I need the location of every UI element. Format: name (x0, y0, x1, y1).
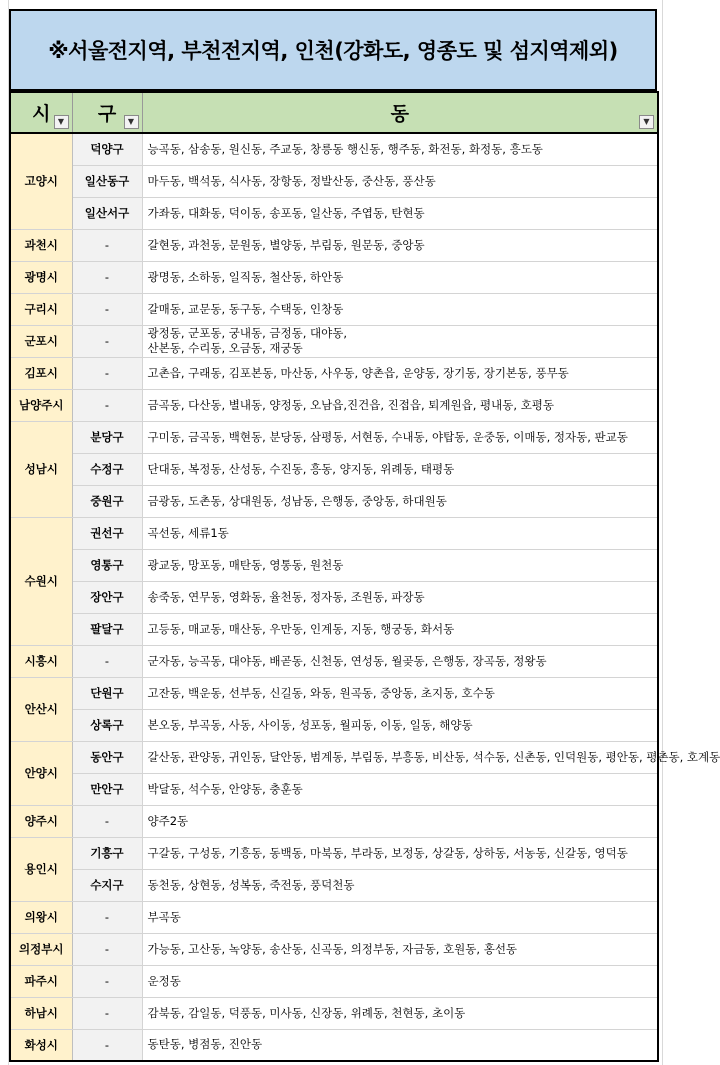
cell-dong[interactable]: 운정동 (142, 965, 658, 997)
filter-dropdown-icon[interactable]: ▼ (124, 115, 139, 129)
table-row (10, 261, 658, 293)
table-row (10, 421, 658, 453)
filter-dropdown-icon[interactable]: ▼ (54, 115, 69, 129)
table-row (10, 549, 658, 581)
cell-gu[interactable]: 일산서구 (72, 197, 142, 229)
table-row (10, 165, 658, 197)
cell-gu[interactable]: 동안구 (72, 741, 142, 773)
table-row (10, 197, 658, 229)
cell-si[interactable]: 수원시 (10, 517, 72, 645)
table-row (10, 997, 658, 1029)
cell-gu[interactable]: - (72, 325, 142, 357)
cell-dong[interactable]: 갈산동, 관양동, 귀인동, 달안동, 범계동, 부림동, 부흥동, 비산동, 석수동, 신촌동, 인덕원동, 평안동, 평촌동, 호계동 (142, 741, 658, 773)
cell-gu[interactable]: - (72, 357, 142, 389)
header-row (10, 92, 658, 133)
cell-si[interactable]: 하남시 (10, 997, 72, 1029)
cell-dong[interactable]: 금곡동, 다산동, 별내동, 양정동, 오남읍,진건읍, 진접읍, 퇴계원읍, 평내동, 호평동 (142, 389, 658, 421)
cell-dong[interactable]: 구미동, 금곡동, 백현동, 분당동, 삼평동, 서현동, 수내동, 야탑동, 운중동, 이매동, 정자동, 판교동 (142, 421, 658, 453)
cell-dong[interactable]: 구갈동, 구성동, 기흥동, 동백동, 마북동, 부라동, 보정동, 상갈동, 상하동, 서농동, 신갈동, 영덕동 (142, 837, 658, 869)
cell-gu[interactable]: 영통구 (72, 549, 142, 581)
cell-gu[interactable]: - (72, 901, 142, 933)
cell-dong[interactable]: 광정동, 군포동, 궁내동, 금정동, 대야동, 산본동, 수리동, 오금동, 재궁동 (142, 325, 658, 357)
cell-dong[interactable]: 고촌읍, 구래동, 김포본동, 마산동, 사우동, 양촌읍, 운양동, 장기동, 장기본동, 풍무동 (142, 357, 658, 389)
cell-si[interactable]: 안산시 (10, 677, 72, 741)
cell-gu[interactable]: 수지구 (72, 869, 142, 901)
cell-dong[interactable]: 가능동, 고산동, 녹양동, 송산동, 신곡동, 의정부동, 자금동, 호원동, 홍선동 (142, 933, 658, 965)
table-row (10, 357, 658, 389)
cell-dong[interactable]: 박달동, 석수동, 안양동, 충훈동 (142, 773, 658, 805)
cell-si[interactable]: 성남시 (10, 421, 72, 517)
cell-gu[interactable]: 분당구 (72, 421, 142, 453)
cell-gu[interactable]: - (72, 645, 142, 677)
table-row (10, 869, 658, 901)
cell-dong[interactable]: 갈매동, 교문동, 동구동, 수택동, 인창동 (142, 293, 658, 325)
cell-si[interactable]: 남양주시 (10, 389, 72, 421)
cell-dong[interactable]: 광명동, 소하동, 일직동, 철산동, 하안동 (142, 261, 658, 293)
filter-dropdown-icon[interactable]: ▼ (639, 115, 654, 129)
cell-dong[interactable]: 고등동, 매교동, 매산동, 우만동, 인계동, 지동, 행궁동, 화서동 (142, 613, 658, 645)
header-si: 시 ▼ (10, 92, 72, 133)
cell-si[interactable]: 용인시 (10, 837, 72, 901)
region-table (9, 91, 720, 1062)
cell-gu[interactable]: - (72, 805, 142, 837)
cell-si[interactable]: 김포시 (10, 357, 72, 389)
cell-dong[interactable]: 가좌동, 대화동, 덕이동, 송포동, 일산동, 주엽동, 탄현동 (142, 197, 658, 229)
cell-dong[interactable]: 감북동, 감일동, 덕풍동, 미사동, 신장동, 위례동, 천현동, 초이동 (142, 997, 658, 1029)
cell-dong[interactable]: 양주2동 (142, 805, 658, 837)
cell-gu[interactable]: - (72, 389, 142, 421)
table-row (10, 581, 658, 613)
cell-dong[interactable]: 광교동, 망포동, 매탄동, 영통동, 원천동 (142, 549, 658, 581)
cell-gu[interactable]: 일산동구 (72, 165, 142, 197)
cell-dong[interactable]: 고잔동, 백운동, 선부동, 신길동, 와동, 원곡동, 중앙동, 초지동, 호수동 (142, 677, 658, 709)
cell-dong[interactable]: 동천동, 상현동, 성복동, 죽전동, 풍덕천동 (142, 869, 658, 901)
table-row (10, 293, 658, 325)
cell-gu[interactable]: 기흥구 (72, 837, 142, 869)
table-row (10, 229, 658, 261)
table-row (10, 805, 658, 837)
cell-gu[interactable]: 중원구 (72, 485, 142, 517)
table-row (10, 1029, 658, 1061)
cell-dong[interactable]: 단대동, 복정동, 산성동, 수진동, 흥동, 양지동, 위례동, 태평동 (142, 453, 658, 485)
table-body (10, 133, 720, 1061)
cell-si[interactable]: 안양시 (10, 741, 72, 805)
cell-dong[interactable]: 본오동, 부곡동, 사동, 사이동, 성포동, 월피동, 이동, 일동, 해양동 (142, 709, 658, 741)
table-row (10, 389, 658, 421)
cell-dong[interactable]: 부곡동 (142, 901, 658, 933)
cell-dong[interactable]: 능곡동, 삼송동, 원신동, 주교동, 창릉동 행신동, 행주동, 화전동, 화정동, 흥도동 (142, 133, 658, 165)
table-row (10, 133, 658, 165)
table-row (10, 645, 658, 677)
cell-gu[interactable]: 수정구 (72, 453, 142, 485)
cell-si[interactable]: 광명시 (10, 261, 72, 293)
cell-dong[interactable]: 갈현동, 과천동, 문원동, 별양동, 부림동, 원문동, 중앙동 (142, 229, 658, 261)
header-gu: 구 ▼ (72, 92, 142, 133)
cell-si[interactable]: 파주시 (10, 965, 72, 997)
table-row (10, 709, 658, 741)
table-row (10, 325, 658, 357)
table-row (10, 933, 658, 965)
sheet-title (9, 9, 657, 91)
cell-gu[interactable]: 덕양구 (72, 133, 142, 165)
table-row (10, 901, 658, 933)
cell-gu[interactable]: - (72, 933, 142, 965)
cell-dong[interactable]: 군자동, 능곡동, 대야동, 배곧동, 신천동, 연성동, 월곶동, 은행동, 장곡동, 정왕동 (142, 645, 658, 677)
cell-gu[interactable]: - (72, 293, 142, 325)
table-row (10, 485, 658, 517)
cell-gu[interactable]: 장안구 (72, 581, 142, 613)
cell-gu[interactable]: 단원구 (72, 677, 142, 709)
cell-gu[interactable]: - (72, 965, 142, 997)
cell-si[interactable]: 구리시 (10, 293, 72, 325)
header-dong: 동 ▼ (142, 92, 658, 133)
table-row (10, 677, 658, 709)
cell-dong[interactable]: 금광동, 도촌동, 상대원동, 성남동, 은행동, 중앙동, 하대원동 (142, 485, 658, 517)
gridline (662, 0, 663, 1065)
cell-gu[interactable]: - (72, 229, 142, 261)
cell-si[interactable]: 과천시 (10, 229, 72, 261)
cell-dong[interactable]: 동탄동, 병점동, 진안동 (142, 1029, 658, 1061)
cell-gu[interactable]: 상록구 (72, 709, 142, 741)
title-text: ※서울전지역, 부천전지역, 인천(강화도, 영종도 및 섬지역제외) (48, 39, 618, 63)
table-row (10, 773, 658, 805)
cell-gu[interactable]: 팔달구 (72, 613, 142, 645)
table-row (10, 741, 658, 773)
cell-si[interactable]: 화성시 (10, 1029, 72, 1061)
cell-si[interactable]: 군포시 (10, 325, 72, 357)
cell-gu[interactable]: 만안구 (72, 773, 142, 805)
cell-dong[interactable]: 곡선동, 세류1동 (142, 517, 658, 549)
table-row (10, 837, 658, 869)
cell-si[interactable]: 양주시 (10, 805, 72, 837)
cell-si[interactable]: 의왕시 (10, 901, 72, 933)
table-row (10, 965, 658, 997)
table-row (10, 517, 658, 549)
cell-gu[interactable]: - (72, 997, 142, 1029)
table-row (10, 613, 658, 645)
table-row (10, 453, 658, 485)
cell-gu[interactable]: - (72, 261, 142, 293)
cell-dong[interactable]: 마두동, 백석동, 식사동, 장항동, 정발산동, 중산동, 풍산동 (142, 165, 658, 197)
cell-gu[interactable]: 권선구 (72, 517, 142, 549)
cell-si[interactable]: 시흥시 (10, 645, 72, 677)
cell-dong[interactable]: 송죽동, 연무동, 영화동, 율천동, 정자동, 조원동, 파장동 (142, 581, 658, 613)
cell-si[interactable]: 의정부시 (10, 933, 72, 965)
cell-gu[interactable]: - (72, 1029, 142, 1061)
cell-si[interactable]: 고양시 (10, 133, 72, 229)
